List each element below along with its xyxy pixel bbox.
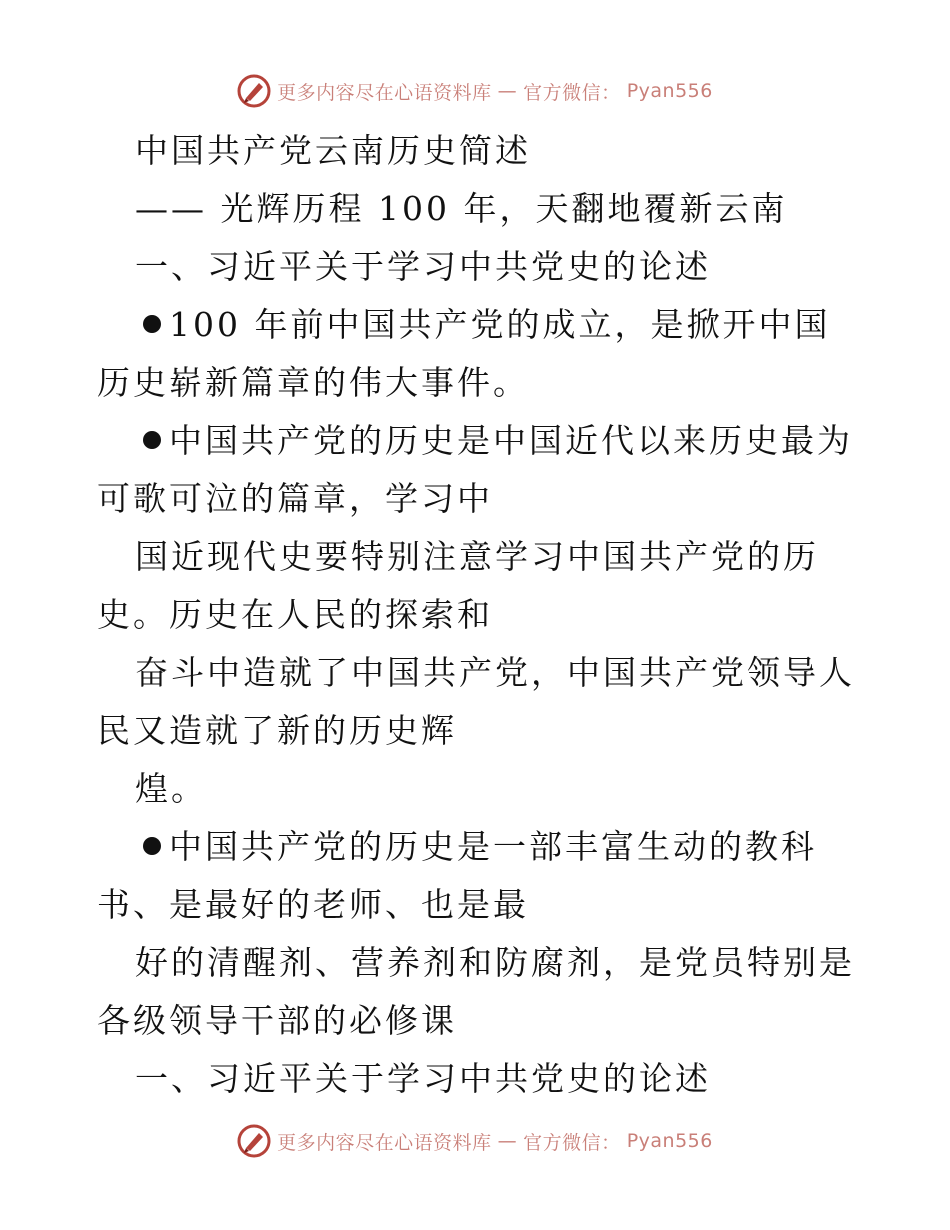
- watermark-site-text: 更多内容尽在心语资料库: [277, 1131, 492, 1154]
- document-subtitle: —— 光辉历程 100 年，天翻地覆新云南: [135, 189, 788, 228]
- bullet-paragraph-3: [97, 818, 857, 934]
- bullet-2-line-4: 煌。: [135, 769, 207, 808]
- pen-logo-icon: [237, 74, 271, 108]
- watermark-separator: —: [497, 80, 518, 102]
- section-heading: 一、习近平关于学习中共党史的论述: [135, 247, 711, 286]
- watermark-wechat-id: Pyan556: [626, 1130, 713, 1152]
- bullet-icon: [143, 431, 161, 449]
- pen-logo-icon: [237, 1124, 271, 1158]
- document-title: 中国共产党云南历史简述: [135, 131, 531, 170]
- bullet-icon: [143, 315, 161, 333]
- document-body: [97, 122, 857, 1108]
- watermark-wechat-label: 官方微信：: [523, 1131, 621, 1154]
- bullet-1-text: 100 年前中国共产党的成立，是掀开中国历史崭新篇章的伟大事件。: [97, 305, 831, 402]
- bullet-paragraph-1: [97, 296, 857, 412]
- bullet-2-line-3: 奋斗中造就了中国共产党，中国共产党领导人民又造就了新的历史辉: [97, 653, 855, 750]
- bullet-2-line-2: 国近现代史要特别注意学习中国共产党的历史。历史在人民的探索和: [97, 537, 819, 634]
- bullet-paragraph-2: [97, 412, 857, 528]
- watermark-wechat-label: 官方微信：: [523, 81, 621, 104]
- header-watermark: [0, 74, 950, 108]
- watermark-separator: —: [497, 1130, 518, 1152]
- footer-watermark: [0, 1124, 950, 1158]
- bullet-3-line-2: 好的清醒剂、营养剂和防腐剂，是党员特别是各级领导干部的必修课: [97, 943, 855, 1040]
- bullet-2-line-1: 中国共产党的历史是中国近代以来历史最为可歌可泣的篇章，学习中: [97, 421, 853, 518]
- watermark-wechat-id: Pyan556: [626, 80, 713, 102]
- section-heading-repeat: 一、习近平关于学习中共党史的论述: [135, 1059, 711, 1098]
- bullet-icon: [143, 837, 161, 855]
- bullet-3-line-1: 中国共产党的历史是一部丰富生动的教科书、是最好的老师、也是最: [97, 827, 817, 924]
- watermark-site-text: 更多内容尽在心语资料库: [277, 81, 492, 104]
